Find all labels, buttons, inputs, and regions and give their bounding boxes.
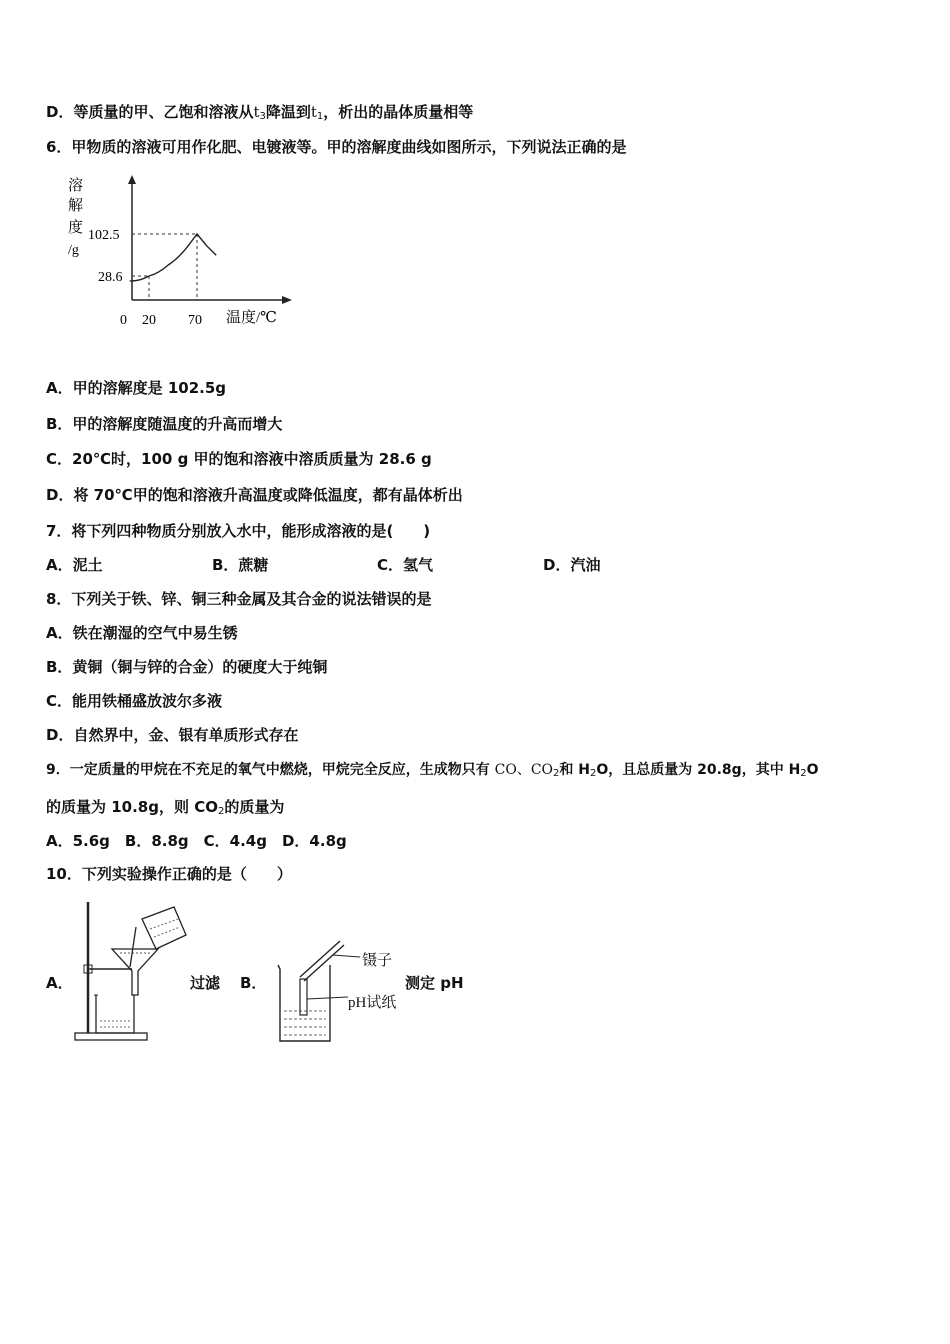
q6-option-b: B．甲的溶解度随温度的升高而增大 — [46, 415, 283, 433]
q7-option-b: B．蔗糖 — [212, 556, 269, 574]
q9-and-h: 和 H — [559, 762, 590, 778]
q7-options — [46, 555, 646, 575]
q9-text-end: O — [806, 762, 819, 778]
chart-ylabel-3: 度 — [68, 220, 84, 236]
q6-stem: 6．甲物质的溶液可用作化肥、电镀液等。甲的溶解度曲线如图所示，下列说法正确的是 — [46, 138, 627, 156]
x-axis-arrow — [282, 296, 292, 304]
q8-option-b: B．黄铜（铜与锌的合金）的硬度大于纯铜 — [46, 658, 328, 676]
q8-stem: 8．下列关于铁、锌、铜三种金属及其合金的说法错误的是 — [46, 590, 432, 608]
q9-line-2 — [46, 797, 284, 822]
q7-option-c: C．氢气 — [377, 556, 434, 574]
x-tick-20: 20 — [142, 313, 156, 328]
q9-line2-b: 的质量为 — [224, 798, 285, 816]
solubility-chart — [64, 172, 304, 332]
q5-d-label: D． — [46, 103, 74, 121]
q5-d-text: 等质量的甲、乙饱和溶液从 — [73, 103, 254, 121]
q5-d-t1: t — [310, 103, 317, 121]
q9-text-a: 9．一定质量的甲烷在不充足的氧气中燃烧，甲烷完全反应，生成物只有 — [46, 762, 495, 778]
q5-d-t1-sub: 1 — [316, 111, 324, 122]
q6-option-a: A．甲的溶解度是 102.5g — [46, 379, 227, 397]
q9-sub-b: 2 — [589, 768, 597, 779]
q10-option-b-text: 测定 pH — [405, 974, 464, 992]
x-tick-0: 0 — [120, 313, 127, 328]
q9-sub-c: 2 — [800, 768, 807, 779]
q9-line2-sub: 2 — [217, 806, 225, 817]
q8-option-c: C．能用铁桶盛放波尔多液 — [46, 692, 223, 710]
q7-option-a: A．泥土 — [46, 556, 103, 574]
x-tick-70: 70 — [188, 313, 202, 328]
q9-line-1 — [46, 760, 819, 784]
q9-text-b: O，且总质量为 20.8g，其中 H — [596, 762, 801, 778]
ph-paper-label: pH试纸 — [348, 995, 397, 1011]
y-tick-102.5: 102.5 — [88, 228, 120, 243]
q5-option-d — [46, 102, 473, 127]
chart-ylabel-4: /g — [68, 243, 79, 258]
chart-ylabel-2: 解 — [68, 198, 84, 214]
x-axis-label: 温度/℃ — [226, 310, 277, 326]
q5-d-post: ，析出的晶体质量相等 — [323, 103, 474, 121]
q5-d-t3: t — [253, 103, 260, 121]
q10-option-a-text: 过滤 — [190, 974, 221, 992]
q5-d-t3-sub: 3 — [259, 111, 266, 122]
q10-option-a-label: A． — [46, 974, 73, 992]
y-tick-28.6: 28.6 — [98, 270, 123, 285]
q9-options: A．5.6g B．8.8g C．4.4g D．4.8g — [46, 832, 347, 850]
q7-option-d: D．汽油 — [543, 556, 601, 574]
q7-stem: 7．将下列四种物质分别放入水中，能形成溶液的是( ) — [46, 522, 431, 540]
filtration-apparatus — [70, 897, 195, 1047]
q6-option-c: C．20℃时，100 g 甲的饱和溶液中溶质质量为 28.6 g — [46, 450, 432, 468]
q6-option-d: D．将 70℃甲的饱和溶液升高温度或降低温度，都有晶体析出 — [46, 486, 463, 504]
q9-co: CO、CO — [494, 762, 554, 778]
y-axis-arrow — [128, 175, 136, 184]
chart-ylabel-1: 溶 — [68, 178, 84, 194]
q8-option-a: A．铁在潮湿的空气中易生锈 — [46, 624, 238, 642]
q8-option-d: D．自然界中，金、银有单质形式存在 — [46, 726, 299, 744]
q9-sub-a: 2 — [553, 768, 560, 779]
q9-line2-a: 的质量为 10.8g，则 CO — [46, 798, 218, 816]
tweezers-label: 镊子 — [362, 953, 393, 969]
q10-option-b-label: B． — [240, 974, 267, 992]
q10-stem: 10．下列实验操作正确的是（ ） — [46, 865, 292, 883]
solubility-curve — [130, 234, 216, 281]
q5-d-mid: 降温到 — [265, 103, 311, 121]
